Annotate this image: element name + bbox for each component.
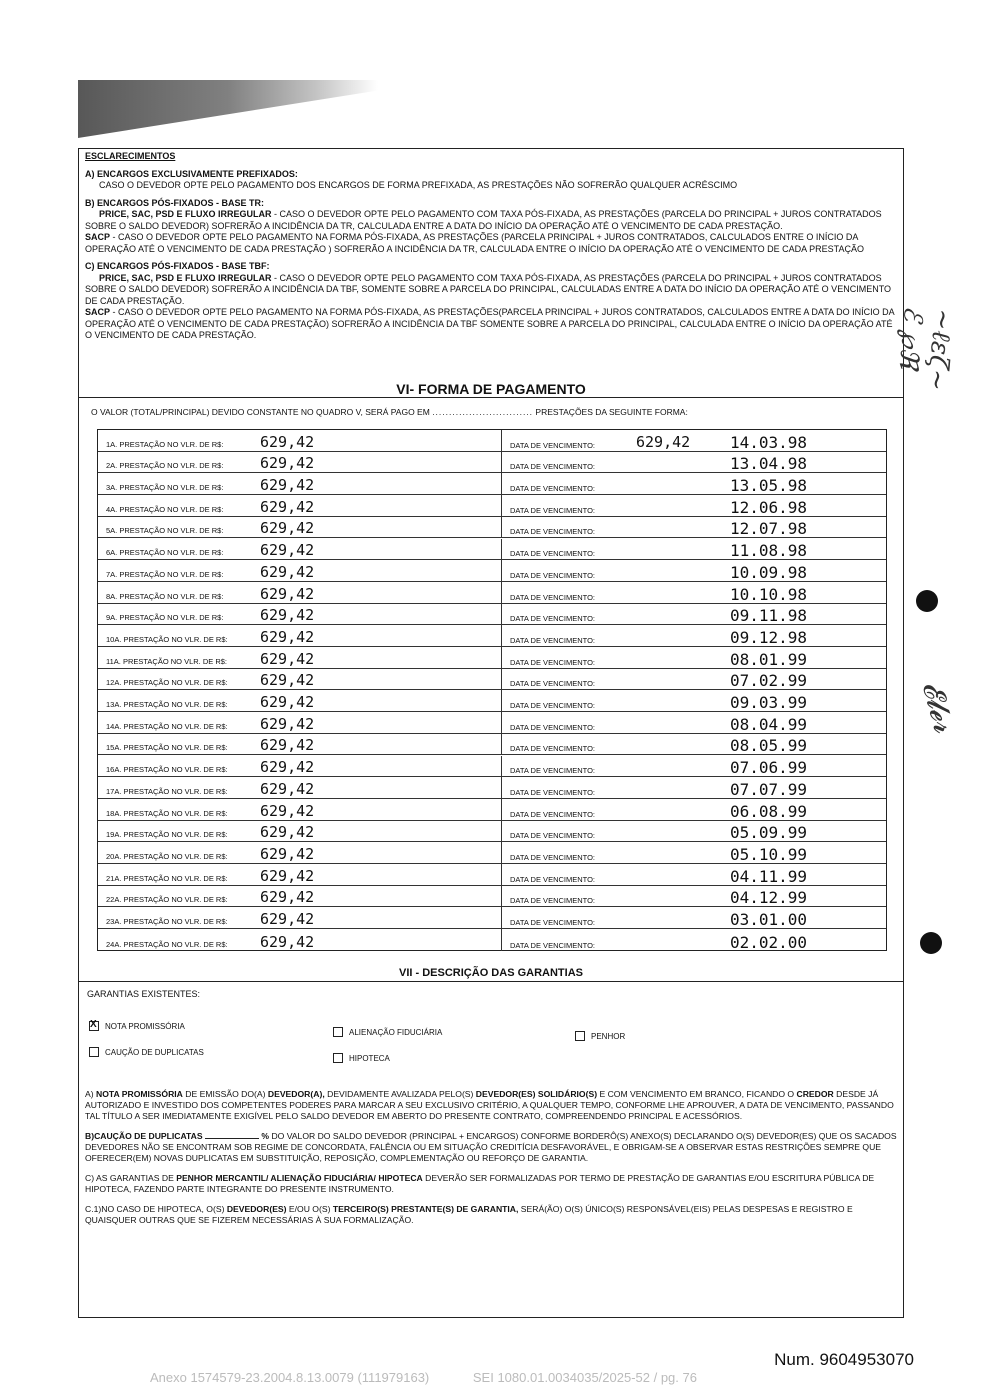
due-date-value: 07.07.99 [730, 779, 808, 799]
installment-value: 629,42 [260, 801, 315, 820]
installment-value-cell [98, 625, 502, 646]
installment-number: 9A. [106, 613, 118, 623]
installment-row [98, 604, 886, 626]
due-date-label: DATA DE VENCIMENTO: [510, 940, 596, 950]
installment-value-cell [98, 539, 502, 560]
installment-label-text: PRESTAÇÃO NO VLR. DE R$: [123, 917, 228, 927]
empty-box-icon [333, 1027, 343, 1037]
installment-row [98, 495, 886, 517]
empty-box-icon [575, 1031, 585, 1041]
installment-value-cell [98, 452, 502, 473]
clause-b-tr [85, 198, 897, 256]
installment-label-text: PRESTAÇÃO NO VLR. DE R$: [123, 765, 228, 775]
clause-c1-part3: SERÁ(ÃO) O(S) ÚNICO(S) RESPONSÁVEL(EIS) PELAS DESPESAS E REGISTRO E QUAISQUER OUTRAS QUE SE FIZEREM NECESSÁRIAS À SUA FORMALIZAÇÃO. [85, 1204, 853, 1225]
installment-number: 2A. [106, 461, 118, 471]
installment-value: 629,42 [260, 736, 315, 755]
scan-shadow [78, 80, 378, 138]
margin-signature-scribble: ~ℓεζ~ ℰ ℘ℜ [892, 304, 958, 393]
punch-hole-icon [920, 932, 942, 954]
checked-box-icon [89, 1021, 99, 1031]
installment-value: 629,42 [260, 497, 315, 516]
due-date-label: DATA DE VENCIMENTO: [510, 918, 596, 928]
clause-c1-hipoteca [85, 1204, 897, 1226]
clause-a-part3: E COM VENCIMENTO EM BRANCO, FICANDO O [599, 1089, 795, 1099]
due-date-value: 10.10.98 [730, 584, 808, 604]
installment-label [106, 852, 228, 861]
installment-number: 19A. [106, 830, 122, 840]
installment-label-text: PRESTAÇÃO NO VLR. DE R$: [123, 873, 228, 883]
installment-row [98, 842, 886, 864]
installment-number: 3A. [106, 483, 118, 493]
installment-value: 629,42 [260, 562, 315, 581]
clause-nota-promissoria [85, 1089, 897, 1122]
due-date-value: 02.02.00 [730, 932, 808, 952]
installment-value: 629,42 [260, 541, 315, 560]
installment-label [106, 570, 223, 579]
installment-label-text: PRESTAÇÃO NO VLR. DE R$: [123, 634, 228, 644]
installment-row [98, 907, 886, 929]
due-date-value: 08.04.99 [730, 714, 808, 734]
due-date-value: 07.06.99 [730, 758, 808, 778]
clause-a-part1: DE EMISSÃO DO(A) [185, 1089, 266, 1099]
installment-label [106, 440, 223, 449]
installment-label-text: PRESTAÇÃO NO VLR. DE R$: [119, 548, 224, 558]
installment-label [106, 743, 228, 752]
installment-value-cell [98, 799, 502, 820]
installment-label [106, 592, 223, 601]
clause-b-title: B) ENCARGOS PÓS-FIXADOS - BASE TR: [85, 197, 265, 208]
section-divider [79, 981, 903, 982]
guarantees-existing-label: GARANTIAS EXISTENTES: [87, 989, 201, 999]
installment-number: 23A. [106, 917, 122, 927]
installment-value: 629,42 [260, 476, 315, 495]
footer-watermark [150, 1370, 737, 1385]
installment-number: 22A. [106, 895, 122, 905]
installment-label [106, 678, 228, 687]
clause-a-part2: DEVIDAMENTE AVALIZADA PELO(S) [327, 1089, 474, 1099]
due-date-value: 09.11.98 [730, 606, 808, 626]
installment-label [106, 526, 223, 535]
clause-b-bold: B)CAUÇÃO DE DUPLICATAS [85, 1131, 203, 1141]
clause-c-tbf [85, 261, 897, 342]
installment-label [106, 765, 228, 774]
installment-value-cell [98, 560, 502, 581]
due-date-label: DATA DE VENCIMENTO: [510, 635, 596, 645]
hipoteca-label: HIPOTECA [349, 1053, 390, 1063]
installment-value: 629,42 [260, 606, 315, 625]
due-date-value: 14.03.98 [730, 432, 808, 452]
payment-intro-text: O VALOR (TOTAL/PRINCIPAL) DEVIDO CONSTANTE NO QUADRO V, SERÁ PAGO EM [91, 407, 430, 417]
caucao-label: CAUÇÃO DE DUPLICATAS [105, 1047, 204, 1057]
installment-label-text: PRESTAÇÃO NO VLR. DE R$: [123, 851, 228, 861]
clause-a-title: A) ENCARGOS EXCLUSIVAMENTE PREFIXADOS: [85, 168, 298, 179]
clause-c1-part2: E/OU O(S) [288, 1204, 331, 1214]
due-date-label: DATA DE VENCIMENTO: [510, 570, 596, 580]
installment-value: 629,42 [260, 454, 315, 473]
due-date-value: 09.12.98 [730, 627, 808, 647]
installment-value: 629,42 [260, 519, 315, 538]
installment-row [98, 864, 886, 886]
installment-number: 17A. [106, 786, 122, 796]
clause-c-title: C) ENCARGOS PÓS-FIXADOS - BASE TBF: [85, 261, 270, 271]
installment-row [98, 539, 886, 561]
due-date-label: DATA DE VENCIMENTO: [510, 874, 596, 884]
guarantees-section-title: VII - DESCRIÇÃO DAS GARANTIAS [399, 967, 583, 979]
installment-label-text: PRESTAÇÃO NO VLR. DE R$: [123, 721, 228, 731]
clause-c1-part1: C.1)NO CASO DE HIPOTECA, O(S) [85, 1204, 225, 1214]
installment-value: 629,42 [260, 693, 315, 712]
installment-value-cell [98, 430, 502, 451]
due-date-label: DATA DE VENCIMENTO: [510, 809, 596, 819]
clause-c-part1: C) AS GARANTIAS DE [85, 1173, 174, 1183]
installment-label-text: PRESTAÇÃO NO VLR. DE R$: [122, 656, 228, 666]
installment-row [98, 452, 886, 474]
empty-box-icon [333, 1053, 343, 1063]
installment-label-text: PRESTAÇÃO NO VLR. DE R$: [123, 830, 228, 840]
punch-hole-icon [916, 590, 938, 612]
due-date-value: 09.03.99 [730, 693, 808, 713]
due-date-label: DATA DE VENCIMENTO: [510, 657, 596, 667]
installment-label [106, 548, 223, 557]
installment-row [98, 560, 886, 582]
footer-sei-ref: SEI 1080.01.0034035/2025-52 / pg. 76 [472, 1370, 697, 1385]
installment-label-text: PRESTAÇÃO NO VLR. DE R$: [119, 461, 224, 471]
due-date-label: DATA DE VENCIMENTO: [510, 614, 596, 624]
clause-a-text: CASO O DEVEDOR OPTE PELO PAGAMENTO DOS ENCARGOS DE FORMA PREFIXADA, AS PRESTAÇÕES NÃO SOFRERÃO QUALQUER ACRÉSCIMO [99, 180, 738, 190]
installment-label [106, 874, 228, 883]
clause-a-bold3: DEVEDOR(ES) SOLIDÁRIO(S) [475, 1089, 598, 1099]
esclarecimentos-section [85, 151, 897, 342]
installment-value: 629,42 [260, 910, 315, 929]
installment-row [98, 690, 886, 712]
due-date-label: DATA DE VENCIMENTO: [510, 787, 596, 797]
due-date-value: 11.08.98 [730, 541, 808, 561]
installment-value-cell [98, 690, 502, 711]
installment-number: 20A. [106, 851, 122, 861]
installment-label-text: PRESTAÇÃO NO VLR. DE R$: [123, 939, 228, 949]
installment-label [106, 830, 228, 839]
installment-value: 629,42 [260, 932, 315, 951]
installment-number: 24A. [106, 939, 122, 949]
installment-label [106, 809, 228, 818]
installment-value-cell [98, 734, 502, 755]
installment-value-cell [98, 712, 502, 733]
installment-row [98, 647, 886, 669]
installment-label-text: PRESTAÇÃO NO VLR. DE R$: [119, 483, 224, 493]
clause-c-bold: PENHOR MERCANTIL/ ALIENAÇÃO FIDUCIÁRIA/ HIPOTECA [176, 1173, 423, 1183]
contract-sheet [78, 148, 904, 1318]
due-date-value: 06.08.99 [730, 801, 808, 821]
installment-row [98, 582, 886, 604]
installment-value: 629,42 [260, 627, 315, 646]
installment-label-text: PRESTAÇÃO NO VLR. DE R$: [119, 526, 224, 536]
installment-value-cell [98, 864, 502, 885]
document-number: Num. 9604953070 [774, 1350, 914, 1369]
checkbox-hipoteca[interactable] [333, 1053, 390, 1063]
installment-row [98, 799, 886, 821]
due-date-label: DATA DE VENCIMENTO: [510, 701, 596, 711]
installment-value: 629,42 [260, 758, 315, 777]
due-date-value: 12.06.98 [730, 497, 808, 517]
installment-number: 18A. [106, 808, 122, 818]
due-date-value: 04.12.99 [730, 888, 808, 908]
installment-number: 6A. [106, 548, 118, 558]
checkbox-nota-promissoria[interactable] [89, 1021, 185, 1031]
checkbox-caucao-duplicatas[interactable] [89, 1047, 204, 1057]
installment-value-cell [98, 907, 502, 928]
due-date-value: 13.05.98 [730, 476, 808, 496]
installment-label-text: PRESTAÇÃO NO VLR. DE R$: [119, 439, 224, 449]
due-date-label: DATA DE VENCIMENTO: [510, 722, 596, 732]
clause-a-bold4: CREDOR [796, 1089, 834, 1099]
due-date-value: 13.04.98 [730, 454, 808, 474]
clause-c-sacp-text: - CASO O DEVEDOR OPTE PELO PAGAMENTO NA FORMA PÓS-FIXADA, AS PRESTAÇÕES(PARCELA PRINCIPAL + JUROS CONTRATADOS, CALCULADOS ENTRE A DATA DO INÍCIO DA OPERAÇÃO ATÉ O VENCIMENTO DE CADA PRESTAÇÃO) SOFRERÃO A INCIDÊNCIA DA TBF SOMENTE SOBRE A PARCELA DO PRINCIPAL, CALCULADA ENTRE O INÍCIO DA OPERAÇÃO ATÉ O VENCIMENTO DE CADA PRESTAÇÃO. [85, 307, 895, 340]
payment-intro-blank: .............................. [432, 407, 534, 417]
clause-a-part4: DESDE JÁ AUTORIZADO E INVESTIDO DOS COMPETENTES PODERES PARA MARCAR A SEU EXCLUSIVO CRITÉRIO, A QUALQUER TEMPO, CONFORME LHE APROUVER, A DATA DE VENCIMENTO, PASSANDO TAL TÍTULO A SER IMEDIATAMENTE EXIGÍVEL PELO SALDO DEVEDOR EM ABERTO DO PRESENTE CONTRATO, COMPREENDENDO PRINCIPAL E ACESSÓRIOS. [85, 1089, 894, 1121]
installment-number: 16A. [106, 765, 122, 775]
installment-row [98, 430, 886, 452]
installment-label [106, 461, 223, 470]
installment-row [98, 886, 886, 908]
installment-label-text: PRESTAÇÃO NO VLR. DE R$: [119, 591, 224, 601]
installment-row [98, 517, 886, 539]
clause-a-bold: NOTA PROMISSÓRIA [95, 1089, 183, 1099]
checkbox-alienacao-fiduciaria[interactable] [333, 1027, 442, 1037]
clause-penhor-hipoteca [85, 1173, 897, 1195]
installment-row [98, 473, 886, 495]
clause-c1-bold: DEVEDOR(ES) [226, 1204, 287, 1214]
due-date-label: DATA DE VENCIMENTO: [510, 484, 596, 494]
installment-label-text: PRESTAÇÃO NO VLR. DE R$: [123, 678, 228, 688]
installment-label-text: PRESTAÇÃO NO VLR. DE R$: [123, 700, 228, 710]
installment-label [106, 787, 228, 796]
installment-number: 15A. [106, 743, 122, 753]
due-date-label: DATA DE VENCIMENTO: [510, 592, 596, 602]
installment-label [106, 917, 228, 926]
installment-row [98, 712, 886, 734]
checkbox-penhor[interactable] [575, 1031, 625, 1041]
nota-promissoria-label: NOTA PROMISSÓRIA [105, 1021, 185, 1031]
installment-number: 5A. [106, 526, 118, 536]
installment-row [98, 734, 886, 756]
clause-c-text: - CASO O DEVEDOR OPTE PELO PAGAMENTO COM TAXA PÓS-FIXADA, AS PRESTAÇÕES (PARCELA DO PRINCIPAL + JUROS CONTRATADOS SOBRE O SALDO DEVEDOR) SOFRERÃO A INCIDÊNCIA DA TBF, SOMENTE SOBRE A PARCELA DO PRINCIPAL, CALCULADAS ENTRE A DATA DO INÍCIO DA OPERAÇÃO ATÉ O VENCIMENTO DE CADA PRESTAÇÃO. [85, 272, 892, 306]
installment-number: 13A. [106, 700, 122, 710]
percent-blank-field[interactable] [205, 1138, 259, 1139]
installment-row [98, 777, 886, 799]
due-date-label: DATA DE VENCIMENTO: [510, 744, 596, 754]
installment-label-text: PRESTAÇÃO NO VLR. DE R$: [119, 504, 224, 514]
clause-b-sacp-text: - CASO O DEVEDOR OPTE PELO PAGAMENTO NA FORMA PÓS-FIXADA, AS PRESTAÇÕES (PARCELA PRINCIPAL + JUROS CONTRATADOS, CALCULADOS ENTRE O INÍCIO DA OPERAÇÃO ATÉ O VENCIMENTO DE CADA PRESTAÇÃO ) SOFRERÃO A INCIDÊNCIA DA TR, CALCULADA ENTRE O INÍCIO DA OPERAÇÃO ATÉ O VENCIMENTO DE CADA PRESTAÇÃO [85, 232, 864, 254]
installment-value-cell [98, 604, 502, 625]
due-date-value: 05.10.99 [730, 844, 808, 864]
installment-label [106, 940, 228, 949]
margin-signature-eder: 𝓔𝓵𝓮𝓻 [915, 677, 962, 737]
installment-label [106, 895, 228, 904]
clause-b-percent: % [261, 1131, 270, 1141]
installment-value: 629,42 [260, 432, 315, 451]
due-date-value: 05.09.99 [730, 823, 808, 843]
installment-value-cell [98, 756, 502, 777]
due-date-label: DATA DE VENCIMENTO: [510, 440, 596, 450]
clause-b-sub: PRICE, SAC, PSD E FLUXO IRREGULAR [99, 209, 272, 219]
installment-value: 629,42 [260, 823, 315, 842]
installment-number: 1A. [106, 439, 118, 449]
due-date-value: 07.02.99 [730, 671, 808, 691]
installment-row [98, 625, 886, 647]
due-date-label: DATA DE VENCIMENTO: [510, 896, 596, 906]
installment-value-cell [98, 647, 502, 668]
installment-label [106, 483, 223, 492]
installment-label-text: PRESTAÇÃO NO VLR. DE R$: [119, 569, 224, 579]
due-date-value: 03.01.00 [730, 910, 808, 930]
due-date-value: 04.11.99 [730, 866, 808, 886]
payment-section-title: VI- FORMA DE PAGAMENTO [396, 381, 586, 397]
clause-a-lead: A) [85, 1089, 94, 1099]
installment-number: 10A. [106, 634, 122, 644]
penhor-label: PENHOR [591, 1031, 626, 1041]
installment-label-text: PRESTAÇÃO NO VLR. DE R$: [119, 613, 224, 623]
guarantee-clauses [85, 1089, 897, 1235]
installment-label-text: PRESTAÇÃO NO VLR. DE R$: [123, 895, 228, 905]
clause-c-sub: PRICE, SAC, PSD E FLUXO IRREGULAR [99, 272, 272, 283]
installment-label [106, 635, 228, 644]
installment-label-text: PRESTAÇÃO NO VLR. DE R$: [123, 808, 228, 818]
due-date-value: 10.09.98 [730, 562, 808, 582]
due-date-label: DATA DE VENCIMENTO: [510, 527, 596, 537]
installment-label-text: PRESTAÇÃO NO VLR. DE R$: [123, 743, 228, 753]
due-date-label: DATA DE VENCIMENTO: [510, 505, 596, 515]
due-date-label: DATA DE VENCIMENTO: [510, 549, 596, 559]
clause-b-text: - CASO O DEVEDOR OPTE PELO PAGAMENTO COM TAXA PÓS-FIXADA, AS PRESTAÇÕES (PARCELA DO PRINCIPAL + JUROS CONTRATADOS SOBRE O SALDO DEVEDOR) SOFRERÃO A INCIDÊNCIA DA TR, CALCULADA ENTRE A DATA DO INÍCIO DA OPERAÇÃO ATÉ O VENCIMENTO DE CADA PRESTAÇÃO. [85, 209, 882, 231]
installment-value: 629,42 [260, 714, 315, 733]
installment-value: 629,42 [260, 649, 315, 668]
installment-value-cell [98, 669, 502, 690]
installment-label [106, 657, 227, 666]
installment-value-cell [98, 842, 502, 863]
installment-value-cell [98, 929, 502, 951]
section-divider [79, 397, 903, 398]
esclarecimentos-header: ESCLARECIMENTOS [85, 151, 176, 161]
clause-c1-bold2: TERCEIRO(S) PRESTANTE(S) DE GARANTIA, [332, 1204, 519, 1214]
installment-value: 629,42 [260, 779, 315, 798]
due-date-value: 08.05.99 [730, 736, 808, 756]
installment-row [98, 821, 886, 843]
installment-number: 4A. [106, 504, 118, 514]
payment-intro-tail: PRESTAÇÕES DA SEGUINTE FORMA: [535, 407, 688, 417]
clause-c-sacp-label: SACP [85, 307, 111, 317]
alienacao-label: ALIENAÇÃO FIDUCIÁRIA [349, 1027, 443, 1037]
payment-intro [91, 407, 688, 417]
clause-caucao-duplicatas [85, 1131, 897, 1164]
due-date-value: 12.07.98 [730, 519, 808, 539]
installment-value-cell [98, 777, 502, 798]
installment-value-cell [98, 886, 502, 907]
installment-label [106, 722, 228, 731]
installment-label [106, 613, 223, 622]
clause-c-part2: DEVERÃO SER FORMALIZADAS POR TERMO DE PRESTAÇÃO DE GARANTIAS E/OU ESCRITURA PÚBLICA DE HIPOTECA, FAZENDO PARTE INTEGRANTE DO PRESENTE INSTRUMENTO. [85, 1173, 875, 1194]
installment-row [98, 929, 886, 951]
installment-number: 14A. [106, 721, 122, 731]
installment-number: 21A. [106, 873, 122, 883]
installments-table [97, 429, 887, 951]
installment-value: 629,42 [260, 888, 315, 907]
clause-a-prefixados [85, 169, 897, 192]
due-date-label: DATA DE VENCIMENTO: [510, 766, 596, 776]
installment-number: 7A. [106, 569, 118, 579]
installment-number: 11A. [106, 656, 121, 666]
due-date-value: 08.01.99 [730, 649, 808, 669]
installment-value-cell [98, 517, 502, 538]
installment-label [106, 700, 228, 709]
installment-number: 12A. [106, 678, 122, 688]
due-date-label: DATA DE VENCIMENTO: [510, 852, 596, 862]
installment-label [106, 505, 223, 514]
installment-value: 629,42 [260, 866, 315, 885]
installment-value-cell [98, 473, 502, 494]
installment-value-cell [98, 821, 502, 842]
installment-value: 629,42 [260, 671, 315, 690]
installment-row [98, 756, 886, 778]
empty-box-icon [89, 1047, 99, 1057]
clause-b-text: DO VALOR DO SALDO DEVEDOR (PRINCIPAL + ENCARGOS) CONFORME BORDERÔ(S) ANEXO(S) DECLARANDO O(S) DEVEDOR(ES) QUE OS SACADOS DEVEDORES NÃO SE ENCONTRAM SOB REGIME DE CONCORDATA, FALÊNCIA OU EM SITUAÇÃO CREDITÍCIA DESFAVORÁVEL, E OBRIGAM-SE A OBSERVAR ESTAS RESTRIÇÕES SEMPRE QUE OFERECER(EM) NOVAS DUPLICATAS EM SUBSTITUIÇÃO, REPOSIÇÃO, COMPLEMENTAÇÃO OU REFORÇO DE GARANTIA. [85, 1131, 897, 1163]
footer-annex-ref: Anexo 1574579-23.2004.8.13.0079 (111979163) [150, 1370, 430, 1385]
installment-label-text: PRESTAÇÃO NO VLR. DE R$: [123, 786, 228, 796]
handwritten-value-note: 629,42 [636, 432, 691, 451]
installment-value-cell [98, 495, 502, 516]
installment-row [98, 669, 886, 691]
installment-value: 629,42 [260, 844, 315, 863]
due-date-label: DATA DE VENCIMENTO: [510, 462, 596, 472]
installment-value-cell [98, 582, 502, 603]
installment-value: 629,42 [260, 584, 315, 603]
clause-a-bold2: DEVEDOR(A), [267, 1089, 325, 1099]
due-date-label: DATA DE VENCIMENTO: [510, 831, 596, 841]
clause-b-sacp-label: SACP [85, 232, 111, 242]
due-date-label: DATA DE VENCIMENTO: [510, 679, 596, 689]
installment-number: 8A. [106, 591, 118, 601]
